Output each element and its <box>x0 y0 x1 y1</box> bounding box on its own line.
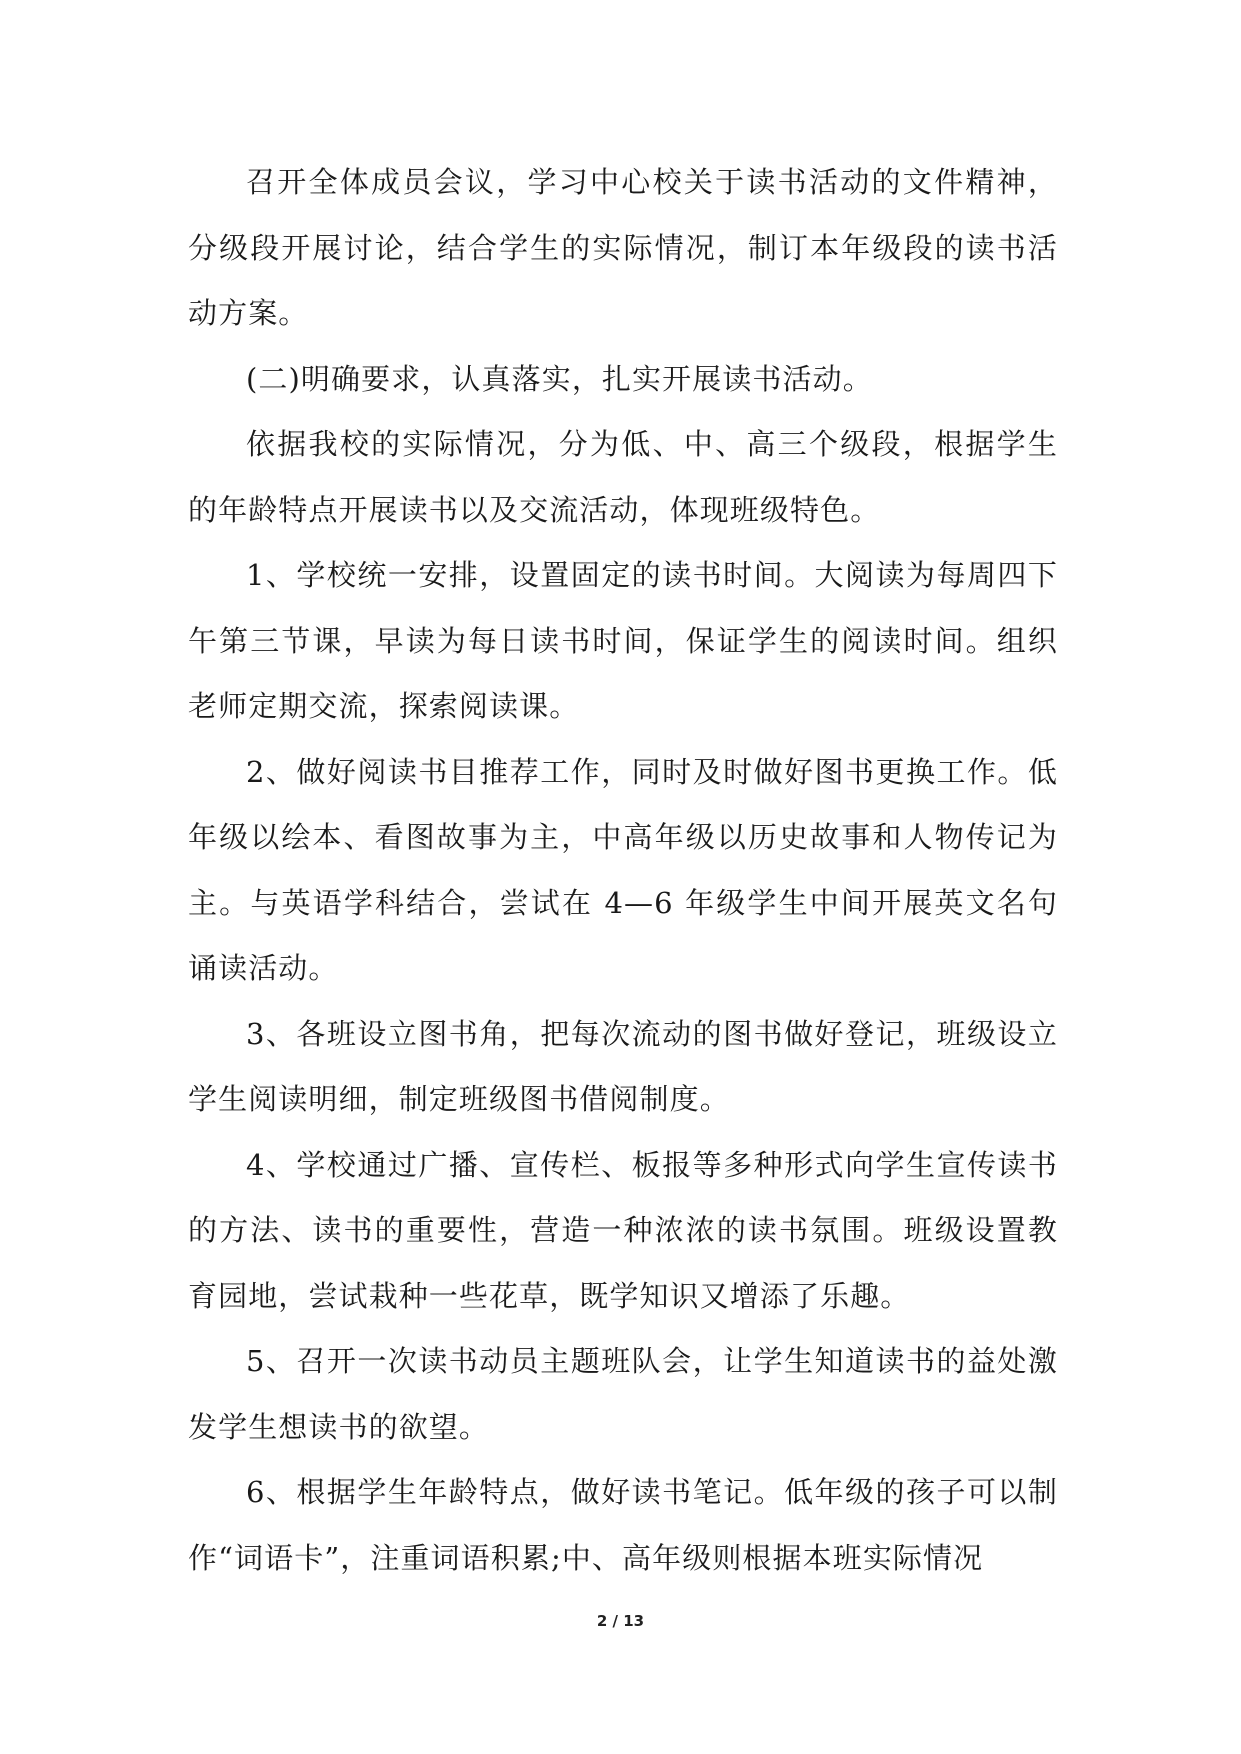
paragraph-item-6: 6、根据学生年龄特点，做好读书笔记。低年级的孩子可以制作“词语卡”，注重词语积累;中、高年级则根据本班实际情况 <box>188 1475 1058 1575</box>
page-number: 2 / 13 <box>596 1612 645 1630</box>
paragraph-item-1: 1、学校统一安排，设置固定的读书时间。大阅读为每周四下午第三节课，早读为每日读书时间，保证学生的阅读时间。组织老师定期交流，探索阅读课。 <box>188 558 1058 723</box>
paragraph-item-2: 2、做好阅读书目推荐工作，同时及时做好图书更换工作。低年级以绘本、看图故事为主，中高年级以历史故事和人物传记为主。与英语学科结合，尝试在 4—6 年级学生中间开展英文名句诵读活动。 <box>188 754 1058 985</box>
paragraph-item-5: 5、召开一次读书动员主题班队会，让学生知道读书的益处激发学生想读书的欲望。 <box>188 1344 1058 1444</box>
paragraph-meeting: 召开全体成员会议，学习中心校关于读书活动的文件精神，分级段开展讨论，结合学生的实际情况，制订本年级段的读书活动方案。 <box>188 165 1058 330</box>
paragraph-item-3: 3、各班设立图书角，把每次流动的图书做好登记，班级设立学生阅读明细，制定班级图书借阅制度。 <box>188 1016 1058 1116</box>
document-body <box>188 150 1058 1591</box>
paragraph-item-4: 4、学校通过广播、宣传栏、板报等多种形式向学生宣传读书的方法、读书的重要性，营造一种浓浓的读书氛围。班级设置教育园地，尝试栽种一些花草，既学知识又增添了乐趣。 <box>188 1147 1058 1313</box>
paragraph-grade-levels: 依据我校的实际情况，分为低、中、高三个级段，根据学生的年龄特点开展读书以及交流活动，体现班级特色。 <box>188 427 1058 527</box>
paragraph-section-heading: (二)明确要求，认真落实，扎实开展读书活动。 <box>246 361 873 396</box>
